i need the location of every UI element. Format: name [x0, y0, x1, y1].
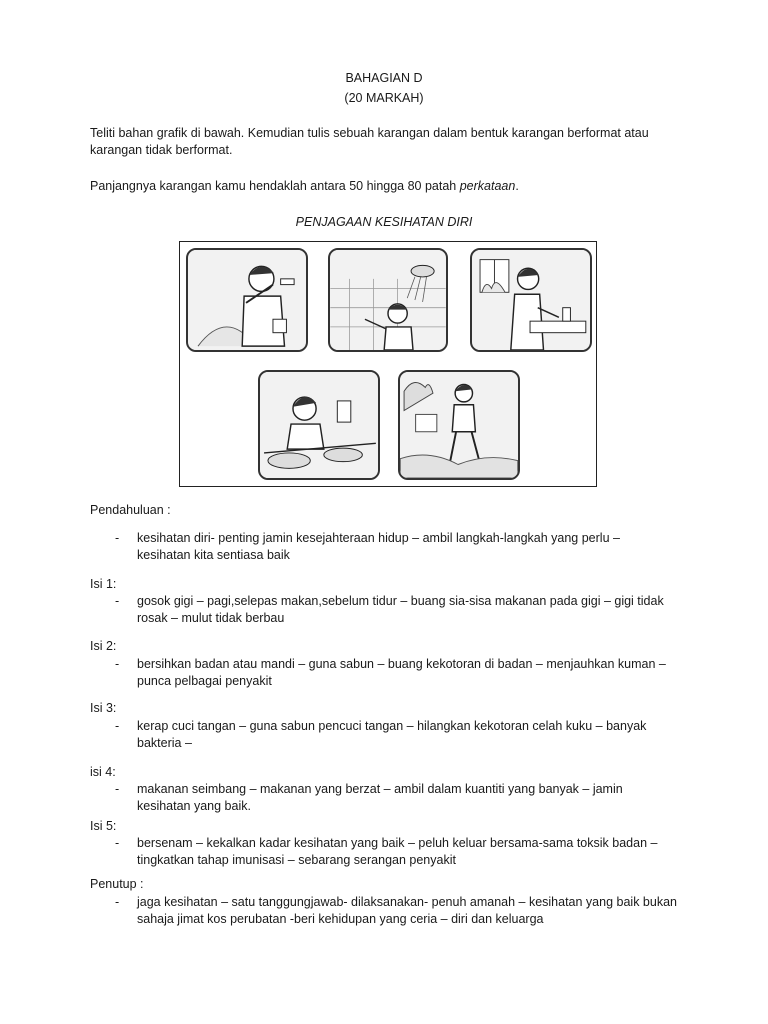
isi-2-point [115, 656, 685, 690]
showering-illustration [328, 248, 448, 352]
isi-4-line-1: makanan seimbang – makanan yang berzat – ambil dalam kuantiti yang banyak – jamin [137, 782, 623, 796]
isi-1-point [115, 593, 685, 627]
bullet-dash: - [115, 782, 120, 796]
length-instruction [90, 178, 690, 195]
instruction-line-2: karangan tidak berformat. [90, 143, 233, 157]
penutup-point [115, 894, 685, 928]
washing-hands-illustration [470, 248, 592, 352]
isi-1-line-1: gosok gigi – pagi,selepas makan,sebelum tidur – buang sia-sisa makanan pada gigi – gigi tidak [137, 594, 664, 608]
instruction-line-1: Teliti bahan grafik di bawah. Kemudian tulis sebuah karangan dalam bentuk karangan berformat atau [90, 126, 649, 140]
illustration-frame [179, 241, 597, 487]
isi-3-line-1: kerap cuci tangan – guna sabun pencuci tangan – hilangkan kekotoran celah kuku – banyak [137, 719, 647, 733]
isi-5-line-1: bersenam – kekalkan kadar kesihatan yang baik – peluh keluar bersama-sama toksik badan – [137, 836, 658, 850]
isi-3-label: Isi 3: [90, 701, 117, 715]
isi-1-line-2: rosak – mulut tidak berbau [137, 610, 285, 625]
bullet-dash: - [115, 836, 120, 850]
isi-2-label: Isi 2: [90, 639, 117, 653]
bullet-dash: - [115, 657, 120, 671]
isi-2-line-1: bersihkan badan atau mandi – guna sabun – buang kekotoran di badan – menjauhkan kuman – [137, 657, 666, 671]
isi-4-line-2: kesihatan yang baik. [137, 798, 251, 813]
isi-5-label: Isi 5: [90, 819, 117, 833]
bullet-dash: - [115, 895, 120, 909]
penutup-line-2: sahaja jimat kos perubatan -beri kehidupan yang ceria – diri dan keluarga [137, 911, 544, 926]
bullet-dash: - [115, 719, 120, 733]
length-instruction-italic: perkataan [459, 179, 516, 193]
isi-1-label: Isi 1: [90, 577, 117, 591]
penutup-line-1: jaga kesihatan – satu tanggungjawab- dilaksanakan- penuh amanah – kesihatan yang baik bukan [137, 895, 677, 909]
isi-5-line-2: tingkatkan tahap imunisasi – sebarang serangan penyakit [137, 852, 456, 867]
isi-3-line-2: bakteria – [137, 735, 192, 750]
isi-4-label: isi 4: [90, 765, 116, 779]
length-instruction-suffix: . [515, 179, 519, 193]
length-instruction-text: Panjangnya karangan kamu hendaklah antara 50 hingga 80 patah [90, 179, 460, 193]
pendahuluan-label: Pendahuluan : [90, 503, 171, 517]
isi-2-line-2: punca pelbagai penyakit [137, 673, 272, 688]
section-marks: (20 MARKAH) [344, 91, 424, 105]
brushing-teeth-illustration [186, 248, 308, 352]
pendahuluan-point [115, 530, 685, 564]
pendahuluan-line-2: kesihatan kita sentiasa baik [137, 547, 290, 562]
section-title: BAHAGIAN D [345, 71, 423, 85]
isi-3-point [115, 718, 685, 752]
bullet-dash: - [115, 531, 120, 545]
eating-meal-illustration [258, 370, 380, 480]
pendahuluan-line-1: kesihatan diri- penting jamin kesejahteraan hidup – ambil langkah-langkah yang perlu – [137, 531, 620, 545]
isi-4-point [115, 781, 685, 815]
penutup-label: Penutup : [90, 877, 144, 891]
bullet-dash: - [115, 594, 120, 608]
figure-title: PENJAGAAN KESIHATAN DIRI [295, 215, 473, 229]
isi-5-point [115, 835, 685, 869]
exercising-illustration [398, 370, 520, 480]
